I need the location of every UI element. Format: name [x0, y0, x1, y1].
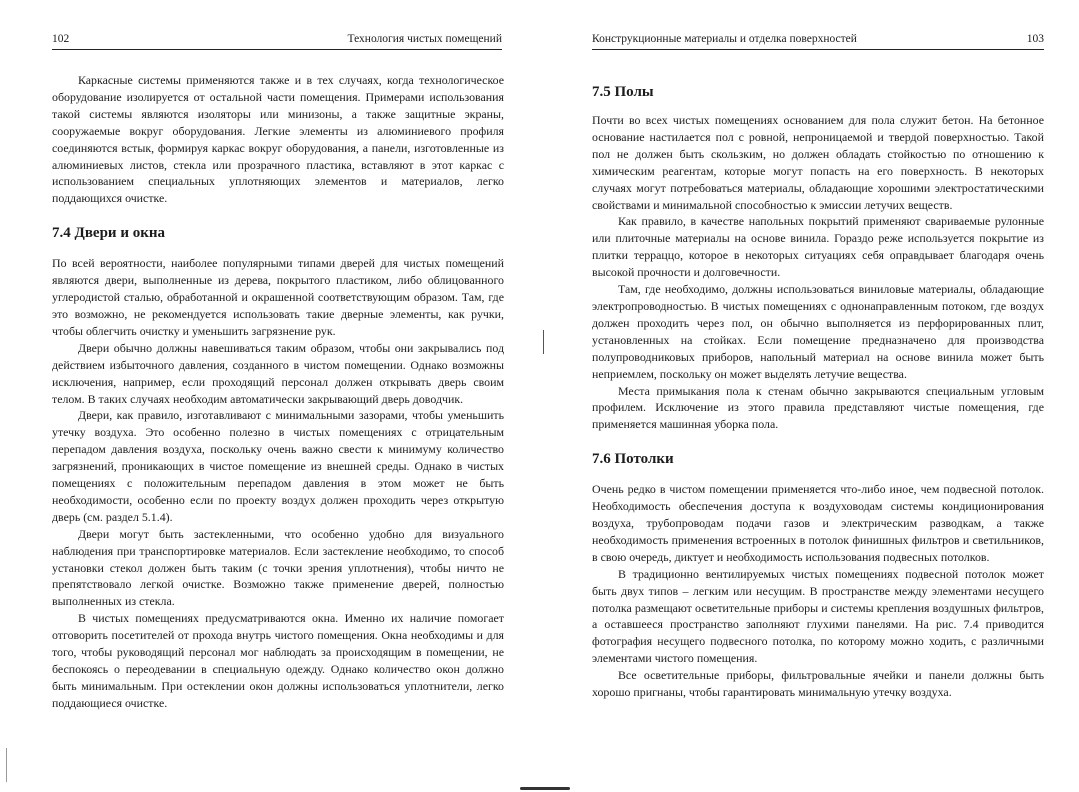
paragraph: Там, где необходимо, должны использоваться виниловые материалы, обладающие электропроводностью. В чистых помещениях с однонаправленным потоком, где воздух должен проходить через пол, он обычно выполняется из перфорированных плит, установленных на стойках. Если помещение предназначено для производства полупроводниковых приборов, напольный материал на основе винила может быть неприемлем, поскольку он может выделять летучие вещества.: [592, 282, 1044, 381]
left-running-title: Технология чистых помещений: [347, 33, 502, 45]
left-running-head: [52, 30, 502, 50]
scan-left-edge-mark: [6, 748, 7, 782]
paragraph: Двери могут быть застекленными, что особенно удобно для визуального наблюдения при транспортировке материалов. Если застекление необходимо, то способ установки стекол должен быть таким (с точки зрения уплотнения), чтобы ничто не препятствовало легкой очистке. Возможно также применение дверей, полностью выполненных из стекла.: [52, 526, 504, 609]
paragraph: Двери, как правило, изготавливают с минимальными зазорами, чтобы уменьшить утечку воздуха. Это особенно полезно в чистых помещениях с отрицательным перепадом давления воздуха, поскольку очень важно свести к минимуму количество загрязнений, проникающих в чистое помещение из внешней среды. Однако в чистых помещениях с положительным перепадом давления в этом может не быть необходимости, особенно если по проекту воздух должен проходить через открытую дверь (см. раздел 5.1.4).: [52, 408, 504, 524]
paragraph: Почти во всех чистых помещениях основанием для пола служит бетон. На бетонное основание настилается пол с ровной, непроницаемой и твердой поверхностью. Такой пол не должен быть скользким, но должен обладать стойкостью по отношению к химическим реагентам, которые могут попасть на его поверхность. В некоторых случаях могут потребоваться материалы, обладающие хорошими электростатическими свойствами и минимальной способностью к эмиссии летучих веществ.: [592, 113, 1044, 212]
section-heading-7-5: 7.5 Полы: [592, 84, 654, 100]
right-page-number: 103: [1026, 33, 1044, 45]
paragraph: Как правило, в качестве напольных покрытий применяют свариваемые рулонные или плиточные материалы на основе винила. Гораздо реже используется покрытие из плитки терраццо, которое в некоторых ситуациях себя оправдывает благодаря очень высокой прочности и долговечности.: [592, 214, 1044, 280]
section-heading-7-6: 7.6 Потолки: [592, 451, 674, 468]
left-body-text: [52, 72, 504, 712]
paragraph: Все осветительные приборы, фильтровальные ячейки и панели должны быть хорошо пригнаны, чтобы гарантировать минимальную утечку воздуха.: [592, 668, 1044, 700]
right-page: [540, 0, 1079, 792]
paragraph: Места примыкания пола к стенам обычно закрываются специальным угловым профилем. Исключение из этого правила представляют чистые помещения, где применяется машинная уборка пола.: [592, 383, 1044, 432]
right-running-title: Конструкционные материалы и отделка поверхностей: [592, 33, 857, 45]
paragraph: В чистых помещениях предусматриваются окна. Именно их наличие помогает отговорить посетителей от прохода внутрь чистого помещения. Окна необходимы и для того, чтобы руководящий персонал мог наблюдать за происходящим в помещении, не беспокоясь о переодевании в специальную одежду. Однако количество окон должно быть минимальным. При остеклении окон должны использоваться уплотнители, легко поддающиеся очистке.: [52, 611, 504, 710]
intro-paragraph: Каркасные системы применяются также и в тех случаях, когда технологическое оборудование изолируется от остальной части помещения. Примерами использования такой системы являются изоляторы или минизоны, а также защитные экраны, сооружаемые вокруг оборудования. Легкие элементы из алюминиевого профиля соединяются встык, формируя каркас вокруг оборудования, а панели, изготовленные из алюминиевых листов, стекла или прозрачного пластика, вставляют в этот каркас с использованием специальных уплотняющих элементов и материалов, легко поддающихся очистке.: [52, 73, 504, 206]
paragraph: Двери обычно должны навешиваться таким образом, чтобы они закрывались под действием избыточного давления, созданного в чистом помещении. Однако возможны исключения, например, если проходящий персонал должен открывать дверь своим телом. В таких случаях необходим автоматически закрывающий дверь доводчик.: [52, 340, 504, 406]
paragraph: В традиционно вентилируемых чистых помещениях подвесной потолок может быть двух типов – легким или несущим. В пространстве между элементами несущего потолка размещают осветительные приборы и системы крепления воздушных фильтров, а оставшееся пространство заполняют глухими панелями. На рис. 7.4 приводится фотография несущего подвесного потолка, по которому можно ходить, с различными элементами чистого помещения.: [592, 566, 1044, 666]
right-body-text: [592, 82, 1044, 701]
paragraph: По всей вероятности, наиболее популярными типами дверей для чистых помещений являются двери, выполненные из дерева, покрытого пластиком, либо облицованного углеродистой сталью, обработанной и окрашенной соответствующим образом. Там, где это возможно, не рекомендуется использовать такие дверные элементы, как ручки, чтобы облегчить очистку и уменьшить загрязнение рук.: [52, 256, 504, 338]
right-running-head: [592, 30, 1044, 50]
left-page-number: 102: [52, 33, 70, 45]
section-heading-7-4: 7.4 Двери и окна: [52, 225, 165, 242]
scan-edge-mark: [520, 787, 570, 790]
paragraph: Очень редко в чистом помещении применяется что-либо иное, чем подвесной потолок. Необходимость обеспечения доступа к воздуховодам системы кондиционирования воздуха, трубопроводам подачи газов и электрическим разводкам, а также необходимость применения встроенных в потолок финишных фильтров и светильников, в свою очередь, диктует и необходимость использования подвесных потолков.: [592, 482, 1044, 564]
